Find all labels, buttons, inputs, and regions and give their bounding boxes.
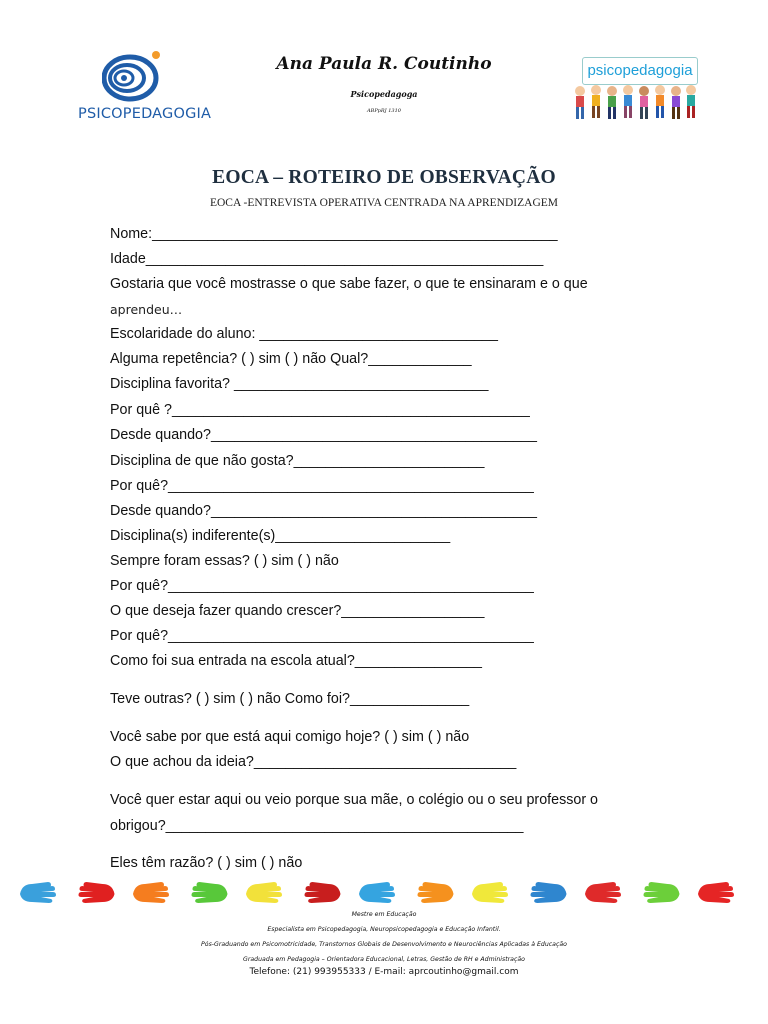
form-line-favorite-subject: Disciplina favorita? ________________________________ xyxy=(110,376,489,392)
logo-left-text: PSICOPEDAGOGIA xyxy=(78,106,212,122)
form-line-disliked-subject: Disciplina de que não gosta?________________________ xyxy=(110,453,485,469)
form-line-future: O que deseja fazer quando crescer?__________________ xyxy=(110,603,485,619)
hand-icon xyxy=(305,882,341,903)
author-registration: ABPpRJ 1310 xyxy=(367,108,401,114)
form-line-are-they-right: Eles têm razão? ( ) sim ( ) não xyxy=(110,855,303,871)
logo-right-sign: psicopedagogia xyxy=(582,57,698,85)
hand-icon xyxy=(644,882,680,903)
form-line-always-these: Sempre foram essas? ( ) sim ( ) não xyxy=(110,553,339,569)
footer-degree-specialist: Especialista em Psicopedagogia, Neuropsicopedagogia e Educação Infantil. xyxy=(267,926,501,933)
hand-icon xyxy=(20,882,56,903)
hand-icon xyxy=(133,882,169,903)
form-line-other-schools: Teve outras? ( ) sim ( ) não Como foi?_______________ xyxy=(110,691,470,707)
author-profession: Psicopedagoga xyxy=(350,89,418,99)
hand-icon xyxy=(246,882,282,903)
colored-hands-decoration xyxy=(14,874,754,906)
footer-degree-graduate: Graduada em Pedagogia – Orientadora Educacional, Letras, Gestão de RH e Administração xyxy=(243,956,525,963)
hand-icon xyxy=(531,882,567,903)
form-line-since-when: Desde quando?_________________________________________ xyxy=(110,427,537,443)
footer-contact: Telefone: (21) 993955333 / E-mail: aprcoutinho@gmail.com xyxy=(249,967,519,977)
children-illustration-icon xyxy=(572,81,700,123)
author-name: Ana Paula R. Coutinho xyxy=(276,54,492,74)
form-line-why-here: Você sabe por que está aqui comigo hoje? ( ) sim ( ) não xyxy=(110,729,470,745)
hand-icon xyxy=(698,882,734,903)
logo-psicopedagogia-right xyxy=(572,55,700,125)
document-subtitle: EOCA -ENTREVISTA OPERATIVA CENTRADA NA APRENDIZAGEM xyxy=(209,197,559,209)
document-title: EOCA – ROTEIRO DE OBSERVAÇÃO xyxy=(212,167,556,188)
form-line-why: Por quê?______________________________________________ xyxy=(110,628,534,644)
hand-icon xyxy=(418,882,454,903)
form-line-motivation: Você quer estar aqui ou veio porque sua mãe, o colégio ou o seu professor o xyxy=(110,792,598,808)
form-line-opinion: O que achou da ideia?_________________________________ xyxy=(110,754,517,770)
footer-degree-masters: Mestre em Educação xyxy=(351,911,417,918)
form-line-since-when: Desde quando?_________________________________________ xyxy=(110,503,537,519)
form-line-why: Por quê ?_____________________________________________ xyxy=(110,402,530,418)
hand-icon xyxy=(79,882,115,903)
hand-icon xyxy=(192,882,228,903)
form-line-obliged: obrigou?_____________________________________________ xyxy=(110,818,524,834)
form-line-repetition: Alguma repetência? ( ) sim ( ) não Qual?_____________ xyxy=(110,351,472,367)
form-line-schooling: Escolaridade do aluno: ______________________________ xyxy=(110,326,498,342)
form-line-why: Por quê?______________________________________________ xyxy=(110,578,534,594)
hand-icon xyxy=(585,882,621,903)
form-line-why: Por quê?______________________________________________ xyxy=(110,478,534,494)
footer-degree-postgrad: Pós-Graduando em Psicomotricidade, Transtornos Globais de Desenvolvimento e Neurociências Aplicadas à Educação xyxy=(201,941,567,948)
form-line-school-entry: Como foi sua entrada na escola atual?________________ xyxy=(110,653,483,669)
form-line-instruction-continued: aprendeu… xyxy=(110,302,183,317)
form-line-age: Idade__________________________________________________ xyxy=(110,251,544,267)
form-line-instruction: Gostaria que você mostrasse o que sabe fazer, o que te ensinaram e o que xyxy=(110,276,588,292)
form-line-indifferent-subjects: Disciplina(s) indiferente(s)______________________ xyxy=(110,528,451,544)
hand-icon xyxy=(359,882,395,903)
hand-icon xyxy=(472,882,508,903)
form-line-name: Nome:___________________________________________________ xyxy=(110,226,558,242)
